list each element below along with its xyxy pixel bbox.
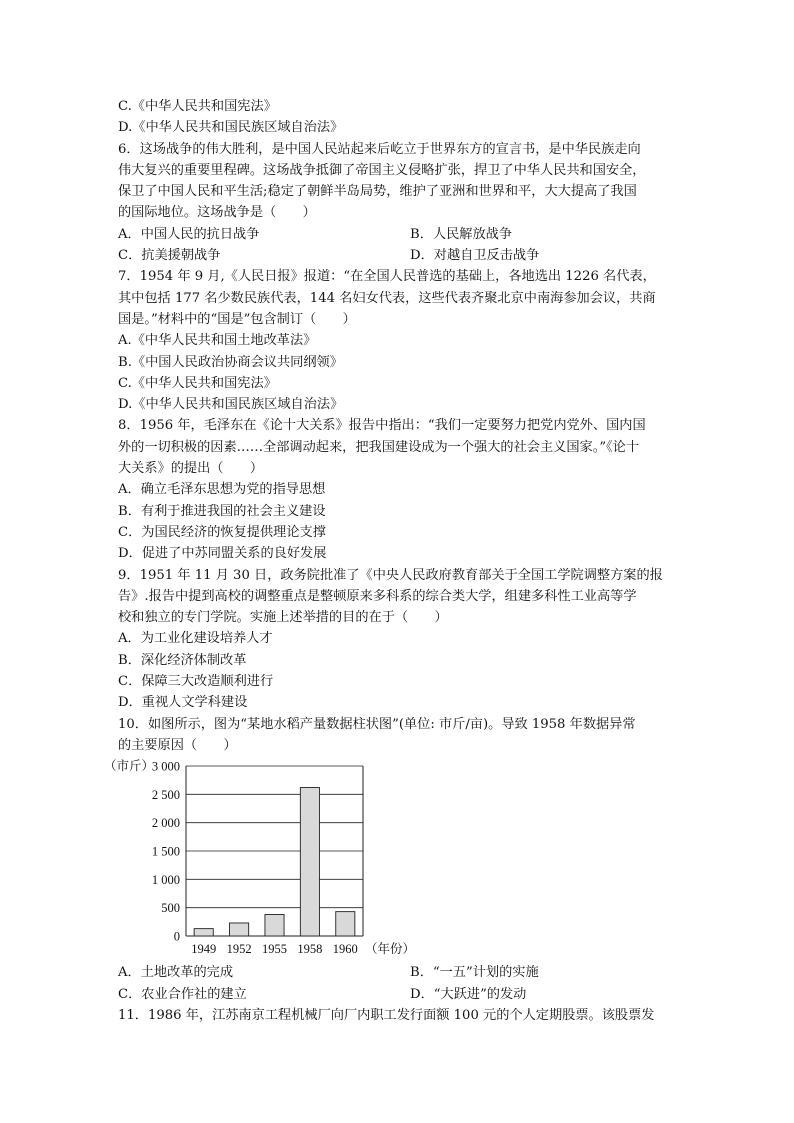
bar [300, 788, 319, 936]
option-row [118, 224, 683, 245]
option-c: C．保障三大改造顺利进行 [118, 674, 274, 690]
question-11 [118, 1005, 683, 1026]
prev-option-c: C.《中华人民共和国宪法》 [118, 99, 277, 114]
question-text-line: 6．这场战争的伟大胜利，是中国人民站起来后屹立于世界东方的宣言书，是中华民族走向 [118, 141, 641, 157]
bar [265, 915, 284, 937]
exam-page [104, 96, 683, 1026]
option-b: B．深化经济体制改革 [118, 652, 247, 668]
question-text-line: 10．如图所示，图为“某地水稻产量数据柱状图”(单位: 市斤/亩)。导致 1958 年数据异常 [118, 716, 636, 732]
question-text-line: 9．1951 年 11 月 30 日，政务院批准了《中央人民政府教育部关于全国工学院调整方案的报 [118, 567, 663, 583]
question-text-line: 8．1956 年，毛泽东在《论十大关系》报告中指出：“我们一定要努力把党内党外、国内国 [118, 418, 646, 434]
option-row [118, 984, 683, 1005]
option-b: B.《中国人民政治协商会议共同纲领》 [118, 354, 343, 370]
option-c: C．农业合作社的建立 [118, 986, 247, 1002]
bar [336, 912, 355, 936]
x-tick-label: 1960 [332, 942, 358, 957]
question-text-line: 其中包括 177 名少数民族代表，144 名妇女代表，这些代表齐聚北京中南海参加会议，共商 [118, 290, 656, 306]
y-tick-label: 2 000 [151, 816, 180, 831]
option-row [118, 245, 683, 266]
question-text-line: 保卫了中国人民和平生活;稳定了朝鲜半岛局势，维护了亚洲和世界和平，大大提高了我国 [118, 184, 637, 200]
option-a: A．中国人民的抗日战争 [118, 226, 260, 242]
question-text-line: 伟大复兴的重要里程碑。这场战争抵御了帝国主义侵略扩张，捍卫了中华人民共和国安全， [118, 162, 646, 178]
option-d: D．促进了中苏同盟关系的良好发展 [118, 546, 327, 562]
option-d: D．重视人文学科建设 [118, 695, 248, 711]
option-a: A．为工业化建设培养人才 [118, 631, 273, 647]
option-d: D．“大跃进”的发动 [410, 986, 527, 1002]
y-tick-label: 500 [161, 901, 180, 916]
x-axis-label: （年份） [365, 942, 416, 957]
bar-chart [104, 756, 683, 962]
bar [194, 929, 213, 936]
question-8 [118, 415, 683, 564]
y-tick-label: 1 000 [151, 873, 180, 888]
question-text-line: 的主要原因（ ） [118, 737, 237, 753]
y-tick-label: 0 [173, 929, 180, 944]
bar-chart-svg [98, 756, 438, 962]
option-c: C.《中华人民共和国宪法》 [118, 375, 277, 391]
question-10 [104, 714, 683, 1005]
option-c: C．为国民经济的恢复提供理论支撑 [118, 524, 326, 540]
question-text-line: 国是。”材料中的“国是”包含制订（ ） [118, 311, 356, 327]
y-tick-label: 1 500 [151, 844, 180, 859]
question-text-line: 校和独立的专门学院。实施上述举措的目的在于（ ） [118, 610, 448, 626]
bar [230, 923, 249, 936]
question-6 [118, 139, 683, 267]
x-tick-label: 1958 [297, 942, 323, 957]
x-tick-label: 1952 [226, 942, 252, 957]
y-tick-label: 3 000 [151, 759, 180, 774]
option-row [118, 962, 683, 983]
option-a: A.《中华人民共和国土地改革法》 [118, 333, 317, 349]
question-9 [118, 565, 683, 714]
y-axis-label: （市斤） [104, 759, 155, 774]
question-7 [118, 266, 683, 415]
prev-option-d: D.《中华人民共和国民族区域自治法》 [118, 120, 344, 136]
option-d: D．对越自卫反击战争 [410, 248, 540, 264]
option-c: C．抗美援朝战争 [118, 248, 221, 264]
option-b: B．“一五”计划的实施 [410, 965, 539, 981]
option-a: A．土地改革的完成 [118, 965, 234, 981]
x-tick-label: 1949 [191, 942, 217, 957]
option-d: D.《中华人民共和国民族区域自治法》 [118, 397, 344, 413]
question-text-line: 大关系》的提出（ ） [118, 461, 264, 477]
option-a: A．确立毛泽东思想为党的指导思想 [118, 482, 326, 498]
option-b: B．有利于推进我国的社会主义建设 [118, 503, 326, 519]
question-text-line: 的国际地位。这场战争是（ ） [118, 205, 316, 221]
question-text-line: 外的一切积极的因素……全部调动起来，把我国建设成为一个强大的社会主义国家。”《论十 [118, 439, 640, 455]
question-text-line: 11．1986 年，江苏南京工程机械厂向厂内职工发行面额 100 元的个人定期股票。该股票发 [118, 1007, 655, 1023]
x-tick-label: 1955 [262, 942, 287, 957]
y-tick-label: 2 500 [151, 788, 180, 803]
option-b: B．人民解放战争 [410, 226, 513, 242]
question-text-line: 告》.报告中提到高校的调整重点是整顿原来多科系的综合类大学，组建多科性工业高等学 [118, 588, 637, 604]
question-text-line: 7．1954 年 9 月,《人民日报》报道：“在全国人民普选的基础上，各地选出 1226 名代表， [118, 269, 656, 285]
